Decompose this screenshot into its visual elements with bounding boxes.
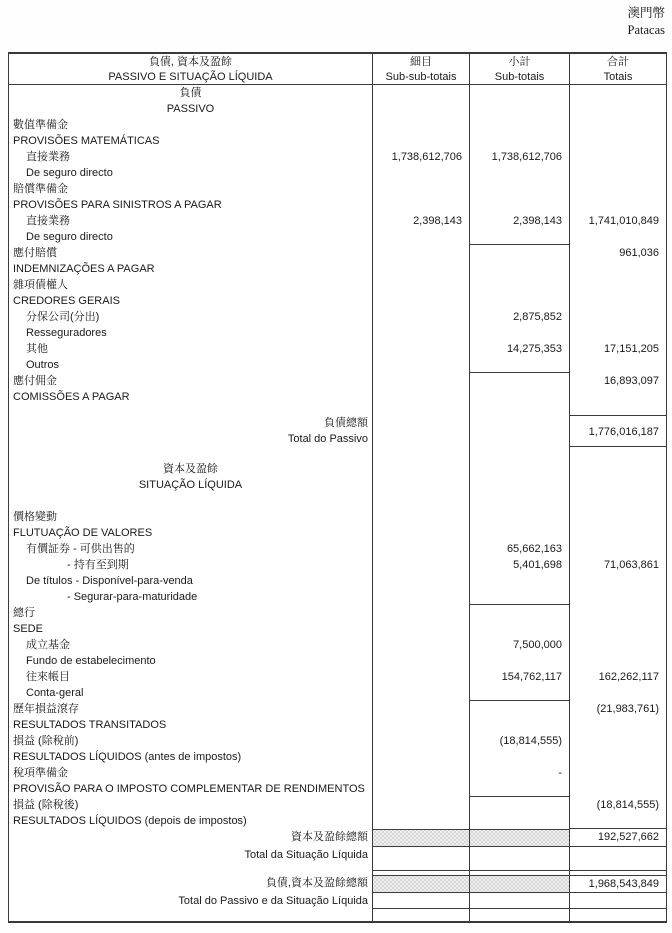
cell-sub-sub-totals <box>372 325 469 341</box>
cell-sub-sub-totals <box>372 341 469 357</box>
cell-sub-sub-totals <box>372 605 469 621</box>
cell-description: 稅項準備金 <box>13 767 68 779</box>
cell-sub-totals <box>469 509 569 525</box>
cell-description: 雜項債權人 <box>13 279 68 291</box>
cell-totals: 192,527,662 <box>569 829 666 847</box>
table-row <box>9 181 666 197</box>
cell-totals: (21,983,761) <box>569 701 666 717</box>
table-row <box>9 149 666 165</box>
cell-sub-sub-totals <box>372 389 469 405</box>
cell-totals: 71,063,861 <box>569 557 666 573</box>
cell-description: Fundo de estabelecimento <box>26 655 156 667</box>
table-row <box>9 373 666 389</box>
cell-sub-sub-totals <box>372 101 469 117</box>
cell-description: 資本及盈餘 <box>163 463 218 475</box>
cell-sub-sub-totals <box>372 509 469 525</box>
cell-totals <box>569 589 666 605</box>
cell-description: RESULTADOS LÍQUIDOS (depois de impostos) <box>13 815 247 827</box>
cell-sub-totals <box>469 829 569 847</box>
cell-description <box>9 405 372 415</box>
cell-description: CREDORES GERAIS <box>13 295 120 307</box>
cell-sub-sub-totals <box>372 847 469 871</box>
cell-totals <box>569 117 666 133</box>
table-row <box>9 765 666 781</box>
cell-description: SITUAÇÃO LÍQUIDA <box>138 479 243 491</box>
cell-sub-sub-totals <box>372 701 469 717</box>
cell-totals <box>569 389 666 405</box>
cell-totals <box>569 101 666 117</box>
header-totals-zh: 合計 <box>607 56 629 68</box>
cell-description: 成立基金 <box>26 639 70 651</box>
cell-sub-sub-totals <box>372 573 469 589</box>
cell-totals <box>569 477 666 493</box>
header-description-pt: PASSIVO E SITUAÇÃO LÍQUIDA <box>108 71 273 83</box>
cell-sub-sub-totals: 2,398,143 <box>372 213 469 229</box>
cell-sub-sub-totals <box>372 181 469 197</box>
table-row <box>9 477 666 493</box>
cell-sub-sub-totals <box>372 685 469 701</box>
table-row <box>9 357 666 373</box>
table-row <box>9 605 666 621</box>
cell-sub-totals: 1,738,612,706 <box>469 149 569 165</box>
cell-totals <box>569 447 666 461</box>
cell-sub-sub-totals <box>372 589 469 605</box>
table-row <box>9 389 666 405</box>
cell-sub-totals: 14,275,353 <box>469 341 569 357</box>
cell-sub-totals <box>469 165 569 181</box>
cell-totals <box>569 493 666 509</box>
header-sub-sub-totals-zh: 細目 <box>410 56 432 68</box>
cell-sub-sub-totals <box>372 829 469 847</box>
cell-totals: 1,968,543,849 <box>569 875 666 893</box>
cell-description: RESULTADOS LÍQUIDOS (antes de impostos) <box>13 751 242 763</box>
cell-sub-totals <box>469 461 569 477</box>
table-row <box>9 669 666 685</box>
cell-sub-totals <box>469 653 569 669</box>
cell-description: 損益 (除稅前) <box>13 735 79 747</box>
balance-sheet-table <box>8 52 667 923</box>
cell-totals: 1,741,010,849 <box>569 213 666 229</box>
table-row <box>9 781 666 797</box>
cell-sub-sub-totals <box>372 669 469 685</box>
cell-sub-totals: - <box>469 765 569 781</box>
table-row <box>9 245 666 261</box>
table-row <box>9 405 666 415</box>
cell-sub-totals <box>469 477 569 493</box>
cell-totals <box>569 749 666 765</box>
cell-totals <box>569 847 666 871</box>
cell-sub-sub-totals <box>372 85 469 101</box>
cell-sub-totals <box>469 875 569 893</box>
cell-description: PROVISÕES PARA SINISTROS A PAGAR <box>13 199 222 211</box>
cell-sub-sub-totals <box>372 733 469 749</box>
cell-totals <box>569 525 666 541</box>
cell-totals: 16,893,097 <box>569 373 666 389</box>
cell-sub-totals: 2,398,143 <box>469 213 569 229</box>
cell-sub-sub-totals <box>372 557 469 573</box>
table-row <box>9 325 666 341</box>
cell-sub-totals <box>469 717 569 733</box>
cell-sub-sub-totals <box>372 277 469 293</box>
cell-totals <box>569 325 666 341</box>
cell-sub-totals: 2,875,852 <box>469 309 569 325</box>
description-line-zh: 負債總額 <box>324 417 368 429</box>
cell-sub-sub-totals <box>372 749 469 765</box>
header-sub-sub-totals-pt: Sub-sub-totais <box>385 71 457 83</box>
cell-description: Resseguradores <box>26 327 107 339</box>
cell-sub-sub-totals <box>372 797 469 813</box>
cell-description: 賠償準備金 <box>13 183 68 195</box>
header-totals <box>569 54 666 84</box>
cell-sub-totals <box>469 701 569 717</box>
table-row <box>9 829 666 847</box>
cell-sub-totals <box>469 909 569 921</box>
cell-sub-sub-totals <box>372 405 469 415</box>
cell-sub-totals: 5,401,698 <box>469 557 569 573</box>
table-row <box>9 653 666 669</box>
cell-sub-totals <box>469 117 569 133</box>
table-body <box>9 85 666 921</box>
table-row <box>9 909 666 921</box>
cell-sub-sub-totals <box>372 373 469 389</box>
cell-sub-sub-totals <box>372 461 469 477</box>
cell-sub-totals <box>469 797 569 813</box>
cell-sub-sub-totals <box>372 893 469 909</box>
cell-sub-sub-totals <box>372 875 469 893</box>
cell-sub-totals <box>469 447 569 461</box>
cell-totals: 1,776,016,187 <box>569 415 666 447</box>
cell-description: De seguro directo <box>26 167 113 179</box>
table-row <box>9 541 666 557</box>
cell-description: - Segurar-para-maturidade <box>67 591 198 603</box>
cell-description <box>9 447 372 461</box>
cell-description: 負債,資本及盈餘總額 <box>265 877 368 889</box>
cell-sub-totals <box>469 525 569 541</box>
cell-totals <box>569 277 666 293</box>
cell-sub-sub-totals <box>372 415 469 447</box>
table-row <box>9 893 666 909</box>
cell-description: 直接業務 <box>26 215 70 227</box>
table-row <box>9 557 666 573</box>
table-row <box>9 415 666 447</box>
cell-description: 應付賠償 <box>13 247 57 259</box>
cell-description: PASSIVO <box>166 103 215 115</box>
cell-sub-totals <box>469 373 569 389</box>
cell-description: 直接業務 <box>26 151 70 163</box>
cell-description: De seguro directo <box>26 231 113 243</box>
cell-sub-sub-totals <box>372 261 469 277</box>
cell-description <box>9 909 372 921</box>
cell-description: INDEMNIZAÇÕES A PAGAR <box>13 263 155 275</box>
cell-sub-totals <box>469 493 569 509</box>
cell-totals <box>569 85 666 101</box>
table-row <box>9 213 666 229</box>
currency-label <box>627 5 665 39</box>
cell-sub-sub-totals <box>372 637 469 653</box>
cell-totals <box>569 573 666 589</box>
cell-description: 有價証券 - 可供出售的 <box>26 543 135 555</box>
table-row <box>9 621 666 637</box>
cell-totals <box>569 653 666 669</box>
cell-totals <box>569 733 666 749</box>
cell-totals <box>569 781 666 797</box>
cell-sub-totals <box>469 813 569 829</box>
cell-totals <box>569 309 666 325</box>
cell-sub-sub-totals <box>372 293 469 309</box>
cell-description: RESULTADOS TRANSITADOS <box>13 719 167 731</box>
table-row <box>9 461 666 477</box>
table-row <box>9 573 666 589</box>
cell-sub-sub-totals <box>372 229 469 245</box>
cell-sub-sub-totals <box>372 717 469 733</box>
header-sub-totals-zh: 小計 <box>508 56 531 68</box>
cell-sub-totals <box>469 685 569 701</box>
cell-description: - 持有至到期 <box>67 559 129 571</box>
cell-description: Outros <box>26 359 60 371</box>
cell-description: PROVISÕES MATEMÁTICAS <box>13 135 160 147</box>
cell-sub-sub-totals <box>372 813 469 829</box>
cell-sub-totals <box>469 245 569 261</box>
cell-sub-totals <box>469 261 569 277</box>
cell-totals <box>569 229 666 245</box>
table-row <box>9 293 666 309</box>
cell-sub-totals <box>469 229 569 245</box>
table-row <box>9 493 666 509</box>
cell-sub-totals <box>469 621 569 637</box>
table-row <box>9 733 666 749</box>
description-line-pt: Total do Passivo <box>287 433 368 445</box>
cell-sub-totals <box>469 589 569 605</box>
table-row <box>9 101 666 117</box>
table-row <box>9 813 666 829</box>
table-row <box>9 509 666 525</box>
cell-totals <box>569 357 666 373</box>
cell-totals: 17,151,205 <box>569 341 666 357</box>
cell-sub-totals <box>469 101 569 117</box>
cell-sub-sub-totals <box>372 909 469 921</box>
cell-sub-totals <box>469 293 569 309</box>
cell-sub-totals: 7,500,000 <box>469 637 569 653</box>
cell-totals <box>569 621 666 637</box>
cell-sub-totals <box>469 749 569 765</box>
cell-sub-sub-totals <box>372 621 469 637</box>
cell-description <box>9 493 372 509</box>
cell-totals <box>569 637 666 653</box>
cell-totals <box>569 197 666 213</box>
table-row <box>9 117 666 133</box>
cell-description: 價格變動 <box>13 511 57 523</box>
table-row <box>9 637 666 653</box>
cell-sub-sub-totals <box>372 197 469 213</box>
cell-description: 負債 <box>179 87 202 99</box>
cell-totals <box>569 765 666 781</box>
cell-description: FLUTUAÇÃO DE VALORES <box>13 527 153 539</box>
cell-description: COMISSÕES A PAGAR <box>13 391 130 403</box>
cell-description: De títulos - Disponível-para-venda <box>26 575 193 587</box>
cell-sub-sub-totals <box>372 117 469 133</box>
currency-label-zh: 澳門幣 <box>627 6 665 20</box>
cell-description: 往來帳目 <box>26 671 70 683</box>
cell-sub-totals: (18,814,555) <box>469 733 569 749</box>
cell-sub-sub-totals <box>372 309 469 325</box>
table-row <box>9 447 666 461</box>
cell-description: 損益 (除稅後) <box>13 799 79 811</box>
cell-description: 資本及盈餘總額 <box>291 831 368 843</box>
cell-sub-totals <box>469 415 569 447</box>
table-row <box>9 525 666 541</box>
table-row <box>9 685 666 701</box>
table-row <box>9 277 666 293</box>
cell-sub-sub-totals <box>372 781 469 797</box>
cell-totals <box>569 405 666 415</box>
cell-sub-totals <box>469 847 569 871</box>
cell-description: PROVISÃO PARA O IMPOSTO COMPLEMENTAR DE RENDIMENTOS <box>13 783 365 795</box>
cell-sub-sub-totals <box>372 525 469 541</box>
cell-totals <box>569 293 666 309</box>
cell-totals <box>569 261 666 277</box>
cell-description: SEDE <box>13 623 43 635</box>
cell-sub-sub-totals <box>372 357 469 373</box>
header-description <box>9 54 372 84</box>
cell-totals <box>569 149 666 165</box>
table-row <box>9 717 666 733</box>
cell-sub-sub-totals <box>372 493 469 509</box>
cell-description: 其他 <box>26 343 48 355</box>
header-description-zh: 負債, 資本及盈餘 <box>148 56 233 68</box>
cell-sub-totals: 65,662,163 <box>469 541 569 557</box>
cell-description: Total da Situação Líquida <box>244 849 368 861</box>
table-row <box>9 847 666 871</box>
cell-sub-sub-totals <box>372 541 469 557</box>
cell-sub-totals: 154,762,117 <box>469 669 569 685</box>
cell-totals <box>569 181 666 197</box>
cell-sub-totals <box>469 405 569 415</box>
cell-sub-sub-totals: 1,738,612,706 <box>372 149 469 165</box>
cell-sub-totals <box>469 573 569 589</box>
currency-label-pt: Patacas <box>627 23 665 37</box>
cell-totals <box>569 541 666 557</box>
table-row <box>9 261 666 277</box>
cell-sub-totals <box>469 197 569 213</box>
cell-sub-sub-totals <box>372 165 469 181</box>
table-row <box>9 85 666 101</box>
table-row <box>9 749 666 765</box>
cell-totals <box>569 605 666 621</box>
cell-sub-totals <box>469 325 569 341</box>
table-row <box>9 797 666 813</box>
cell-sub-totals <box>469 389 569 405</box>
cell-description: Conta-geral <box>26 687 84 699</box>
cell-description: 總行 <box>13 607 35 619</box>
table-header-row <box>9 54 666 85</box>
header-totals-pt: Totais <box>603 71 633 83</box>
cell-totals <box>569 461 666 477</box>
cell-totals: 162,262,117 <box>569 669 666 685</box>
cell-totals: 961,036 <box>569 245 666 261</box>
table-row <box>9 133 666 149</box>
table-row <box>9 165 666 181</box>
table-row <box>9 229 666 245</box>
table-row <box>9 341 666 357</box>
cell-totals <box>569 717 666 733</box>
cell-totals <box>569 909 666 921</box>
cell-sub-totals <box>469 133 569 149</box>
header-sub-totals <box>469 54 569 84</box>
cell-description: 數值準備金 <box>13 119 68 131</box>
table-row <box>9 875 666 893</box>
cell-totals <box>569 165 666 181</box>
cell-sub-totals <box>469 893 569 909</box>
cell-sub-totals <box>469 357 569 373</box>
cell-description: 應付佣金 <box>13 375 57 387</box>
cell-sub-totals <box>469 85 569 101</box>
header-sub-totals-pt: Sub-totais <box>494 71 545 83</box>
cell-totals <box>569 813 666 829</box>
cell-sub-totals <box>469 781 569 797</box>
cell-sub-sub-totals <box>372 765 469 781</box>
table-row <box>9 197 666 213</box>
cell-totals <box>569 685 666 701</box>
cell-sub-totals <box>469 277 569 293</box>
cell-description: Total do Passivo e da Situação Líquida <box>178 895 368 907</box>
cell-sub-sub-totals <box>372 245 469 261</box>
cell-totals: (18,814,555) <box>569 797 666 813</box>
cell-totals <box>569 509 666 525</box>
cell-sub-sub-totals <box>372 653 469 669</box>
cell-description: 歷年損益滾存 <box>13 703 79 715</box>
cell-totals <box>569 893 666 909</box>
cell-sub-totals <box>469 605 569 621</box>
table-row <box>9 589 666 605</box>
header-sub-sub-totals <box>372 54 469 84</box>
cell-sub-sub-totals <box>372 133 469 149</box>
cell-description: 分保公司(分出) <box>26 311 100 323</box>
cell-totals <box>569 133 666 149</box>
cell-description <box>9 415 372 447</box>
table-row <box>9 309 666 325</box>
table-row <box>9 701 666 717</box>
cell-sub-sub-totals <box>372 447 469 461</box>
cell-sub-totals <box>469 181 569 197</box>
cell-sub-sub-totals <box>372 477 469 493</box>
